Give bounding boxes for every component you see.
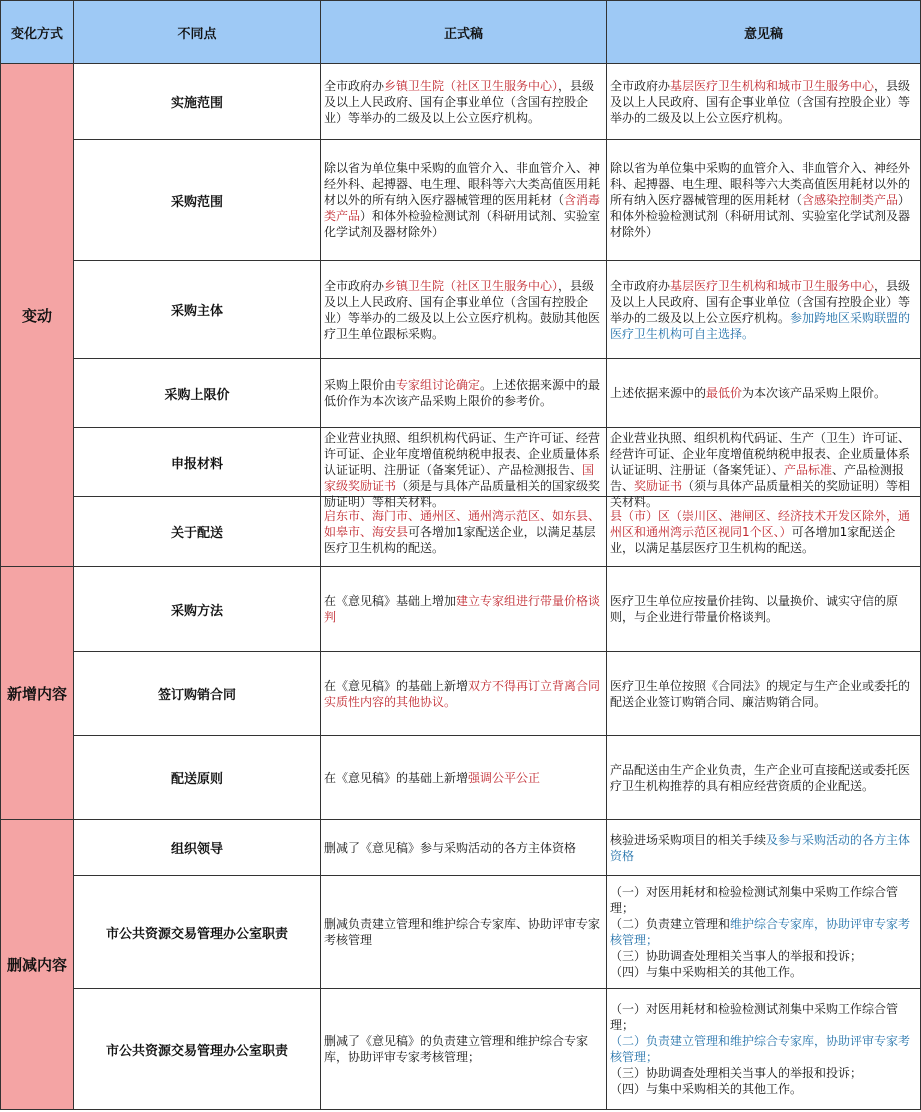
- paragraph: [610, 160, 917, 240]
- highlight-blue: 参加跨地区采购联盟的医疗卫生机构可自主选择。: [610, 310, 911, 341]
- table-row: [1, 497, 921, 567]
- difference-item: 市公共资源交易管理办公室职责: [74, 989, 321, 1110]
- difference-item: 采购上限价: [74, 359, 321, 428]
- formal-draft-text: [324, 916, 603, 948]
- formal-draft-cell: [321, 820, 607, 876]
- text-segment: 全市政府办: [610, 78, 671, 93]
- opinion-draft-text: [610, 385, 917, 401]
- paragraph: [610, 964, 917, 980]
- paragraph: [610, 78, 917, 126]
- text-segment: ，县级及以上人民政府、国有企事业单位（含国有控股企业）等举办的二级及以上公立医疗机构。: [610, 78, 911, 125]
- paragraph: [324, 678, 603, 710]
- text-segment: 删减负责建立管理和维护综合专家库、协助评审专家考核管理: [324, 917, 601, 947]
- formal-draft-text: [324, 508, 603, 556]
- formal-draft-text: [324, 160, 603, 240]
- table-row: [1, 876, 921, 989]
- text-segment: ，县级及以上人民政府、国有企事业单位（含国有控股企业）等举办的二级及以上公立医疗机构。: [610, 278, 911, 325]
- paragraph: [610, 762, 917, 794]
- text-segment: 核验进场采购项目的相关手续: [610, 832, 767, 847]
- highlight-red: 强调公平公正: [468, 770, 541, 785]
- text-segment: 。上述依据来源中的最低价作为本次该产品采购上限价的参考价。: [324, 378, 601, 408]
- formal-draft-cell: [321, 736, 607, 820]
- paragraph: [324, 593, 603, 625]
- paragraph: [610, 916, 917, 948]
- text-segment: 产品配送由生产企业负责，生产企业可直接配送或委托医疗卫生机构推荐的具有相应经营资质的企业配送。: [610, 762, 911, 793]
- opinion-draft-text: [610, 884, 917, 980]
- formal-draft-cell: [321, 989, 607, 1110]
- difference-item: 申报材料: [74, 428, 321, 497]
- highlight-red: 乡镇卫生院（社区卫生服务中心）: [384, 278, 559, 293]
- formal-draft-text: [324, 78, 603, 126]
- table-row: [1, 140, 921, 261]
- formal-draft-text: [324, 377, 603, 409]
- highlight-red: 双方不得再订立背离合同实质性内容的其他协议。: [324, 678, 601, 709]
- text-segment: （须是与具体产品质量相关的国家级奖励证明）等相关材料。: [324, 479, 601, 509]
- formal-draft-text: [324, 1033, 603, 1065]
- text-segment: （须与具体产品质量相关的奖励证明）等相关材料。: [610, 479, 911, 509]
- text-segment: 全市政府办: [324, 278, 385, 293]
- paragraph: [610, 508, 917, 556]
- opinion-draft-cell: [607, 876, 921, 989]
- table-row: [1, 428, 921, 497]
- paragraph: [610, 1033, 917, 1065]
- opinion-draft-text: [610, 678, 917, 710]
- paragraph: [610, 593, 917, 625]
- category-change: 变动: [1, 64, 74, 567]
- table-row: [1, 820, 921, 876]
- highlight-blue: 维护综合专家库，协助评审专家考核管理；: [610, 917, 911, 947]
- opinion-draft-cell: [607, 261, 921, 359]
- opinion-draft-cell: [607, 736, 921, 820]
- text-segment: 医疗卫生单位按照《合同法》的规定与生产企业或委托的配送企业签订购销合同、廉洁购销合同。: [610, 678, 911, 709]
- difference-item: 签订购销合同: [74, 652, 321, 736]
- highlight-red: 产品标准: [784, 463, 833, 477]
- text-segment: （一）对医用耗材和检验检测试剂集中采购工作综合管理；: [610, 1002, 899, 1032]
- text-segment: 、产品检测报告、: [610, 463, 905, 493]
- difference-item: 组织领导: [74, 820, 321, 876]
- category-removed: 删减内容: [1, 820, 74, 1110]
- opinion-draft-cell: [607, 497, 921, 567]
- text-segment: （一）对医用耗材和检验检测试剂集中采购工作综合管理；: [610, 885, 899, 915]
- highlight-red: 专家组讨论确定: [396, 378, 481, 392]
- paragraph: [610, 1065, 917, 1081]
- formal-draft-text: [324, 770, 603, 786]
- formal-draft-cell: [321, 428, 607, 509]
- opinion-draft-cell: [607, 64, 921, 140]
- formal-draft-cell: [321, 261, 607, 359]
- highlight-red: 基层医疗卫生机构和城市卫生服务中心: [670, 278, 875, 293]
- text-segment: ）和体外检验检测试剂（科研用试剂、实验室化学试剂及器材除外）: [610, 193, 911, 239]
- paragraph: [324, 508, 603, 556]
- paragraph: [610, 678, 917, 710]
- paragraph: [610, 832, 917, 864]
- highlight-red: 最低价: [706, 386, 743, 400]
- formal-draft-text: [324, 430, 603, 509]
- paragraph: [610, 1081, 917, 1097]
- opinion-draft-text: [610, 430, 917, 509]
- highlight-red: 建立专家组进行带量价格谈判: [324, 594, 601, 624]
- text-segment: 企业营业执照、组织机构代码证、生产许可证、经营许可证、企业年度增值税纳税申报表、企业质量体系认证证明、注册证（备案凭证）、产品检测报告、: [324, 431, 601, 477]
- highlight-red: 乡镇卫生院（社区卫生服务中心）: [384, 78, 559, 93]
- table-row: [1, 64, 921, 140]
- table-row: [1, 989, 921, 1110]
- header-formal-draft: 正式稿: [321, 1, 607, 64]
- text-segment: （二）负责建立管理和: [610, 917, 731, 931]
- header-difference: 不同点: [74, 1, 321, 64]
- text-segment: 删减了《意见稿》参与采购活动的各方主体资格: [324, 840, 577, 855]
- text-segment: 除以省为单位集中采购的血管介入、非血管介入、神经外科、起搏器、电生理、眼科等六大类高值医用耗材以外的所有纳入医疗器械管理的医用耗材（: [324, 161, 601, 207]
- highlight-red: 县（市）区（崇川区、港闸区、经济技术开发区除外，通州区和通州湾示范区视同1个区、）: [610, 508, 911, 539]
- paragraph: [324, 1033, 603, 1065]
- opinion-draft-cell: [607, 359, 921, 428]
- difference-item: 采购主体: [74, 261, 321, 359]
- text-segment: （四）与集中采购相关的其他工作。: [610, 965, 803, 979]
- highlight-red: 启东市、海门市、通州区、通州湾示范区、如东县、如皋市、海安县: [324, 508, 601, 539]
- opinion-draft-text: [610, 160, 917, 240]
- opinion-draft-text: [610, 762, 917, 794]
- text-segment: 可各增加1家配送企业，以满足基层医疗卫生机构的配送。: [324, 524, 596, 555]
- category-added: 新增内容: [1, 567, 74, 820]
- text-segment: （三）协助调查处理相关当事人的举报和投诉；: [610, 1066, 863, 1080]
- difference-item: 关于配送: [74, 497, 321, 567]
- header-opinion-draft: 意见稿: [607, 1, 921, 64]
- formal-draft-text: [324, 593, 603, 625]
- paragraph: [324, 770, 603, 786]
- difference-item: 实施范围: [74, 64, 321, 140]
- formal-draft-cell: [321, 140, 607, 261]
- paragraph: [610, 385, 917, 401]
- paragraph: [324, 160, 603, 240]
- opinion-draft-text: [610, 278, 917, 342]
- header-row: [1, 1, 921, 64]
- paragraph: [324, 78, 603, 126]
- text-segment: ，县级及以上人民政府、国有企事业单位（含国有控股企业）等举办的二级及以上公立医疗机构。: [324, 78, 595, 125]
- opinion-draft-cell: [607, 652, 921, 736]
- highlight-red: 含消毒类产品: [324, 193, 601, 223]
- formal-draft-cell: [321, 567, 607, 652]
- opinion-draft-text: [610, 832, 917, 864]
- paragraph: [610, 948, 917, 964]
- text-segment: ，县级及以上人民政府、国有企事业单位（含国有控股企业）等举办的二级及以上公立医疗机构。鼓励其他医疗卫生单位跟标采购。: [324, 278, 601, 341]
- formal-draft-cell: [321, 497, 607, 567]
- difference-item: 配送原则: [74, 736, 321, 820]
- highlight-red: 含感染控制类产品: [802, 193, 899, 207]
- header-change-type: 变化方式: [1, 1, 74, 64]
- highlight-red: 基层医疗卫生机构和城市卫生服务中心: [670, 78, 875, 93]
- opinion-draft-text: [610, 78, 917, 126]
- table-row: [1, 567, 921, 652]
- opinion-draft-cell: [607, 428, 921, 509]
- text-segment: 除以省为单位集中采购的血管介入、非血管介入、神经外科、起搏器、电生理、眼科等六大类高值医用耗材以外的所有纳入医疗器械管理的医用耗材（: [610, 161, 911, 207]
- paragraph: [610, 1001, 917, 1033]
- text-segment: 上述依据来源中的: [610, 386, 707, 400]
- text-segment: 医疗卫生单位应按量价挂钩、以量换价、诚实守信的原则，与企业进行带量价格谈判。: [610, 594, 899, 624]
- opinion-draft-text: [610, 1001, 917, 1097]
- paragraph: [324, 278, 603, 342]
- difference-item: 采购方法: [74, 567, 321, 652]
- text-segment: 全市政府办: [324, 78, 385, 93]
- paragraph: [610, 278, 917, 342]
- text-segment: 可各增加1家配送企业，以满足基层医疗卫生机构的配送。: [610, 524, 896, 555]
- text-segment: 企业营业执照、组织机构代码证、生产（卫生）许可证、经营许可证、企业年度增值税纳税申报表、企业质量体系认证证明、注册证（备案凭证）、: [610, 431, 911, 477]
- formal-draft-text: [324, 278, 603, 342]
- difference-item: 市公共资源交易管理办公室职责: [74, 876, 321, 989]
- formal-draft-cell: [321, 652, 607, 736]
- formal-draft-cell: [321, 64, 607, 140]
- formal-draft-text: [324, 840, 603, 856]
- highlight-blue: （二）负责建立管理和维护综合专家库，协助评审专家考核管理；: [610, 1034, 911, 1064]
- paragraph: [324, 916, 603, 948]
- paragraph: [610, 884, 917, 916]
- highlight-blue: 及参与采购活动的各方主体资格: [610, 832, 911, 863]
- formal-draft-cell: [321, 876, 607, 989]
- text-segment: 删减了《意见稿》的负责建立管理和维护综合专家库，协助评审专家考核管理；: [324, 1034, 589, 1064]
- text-segment: 全市政府办: [610, 278, 671, 293]
- opinion-draft-cell: [607, 820, 921, 876]
- formal-draft-cell: [321, 359, 607, 428]
- table-row: [1, 736, 921, 820]
- table-row: [1, 359, 921, 428]
- highlight-red: 奖励证书: [634, 479, 683, 493]
- difference-item: 采购范围: [74, 140, 321, 261]
- text-segment: 在《意见稿》的基础上新增: [324, 678, 469, 693]
- text-segment: （四）与集中采购相关的其他工作。: [610, 1082, 803, 1096]
- text-segment: ）和体外检验检测试剂（科研用试剂、实验室化学试剂及器材除外）: [324, 209, 601, 239]
- formal-draft-text: [324, 678, 603, 710]
- text-segment: （三）协助调查处理相关当事人的举报和投诉；: [610, 949, 863, 963]
- paragraph: [324, 377, 603, 409]
- text-segment: 为本次该产品采购上限价。: [742, 386, 887, 400]
- opinion-draft-cell: [607, 140, 921, 261]
- table-row: [1, 261, 921, 359]
- table-row: [1, 652, 921, 736]
- text-segment: 在《意见稿》的基础上新增: [324, 770, 469, 785]
- text-segment: 在《意见稿》基础上增加: [324, 594, 457, 608]
- paragraph: [324, 840, 603, 856]
- opinion-draft-text: [610, 593, 917, 625]
- opinion-draft-cell: [607, 989, 921, 1110]
- opinion-draft-text: [610, 508, 917, 556]
- highlight-red: 国家级奖励证书: [324, 463, 595, 493]
- opinion-draft-cell: [607, 567, 921, 652]
- text-segment: 采购上限价由: [324, 378, 397, 392]
